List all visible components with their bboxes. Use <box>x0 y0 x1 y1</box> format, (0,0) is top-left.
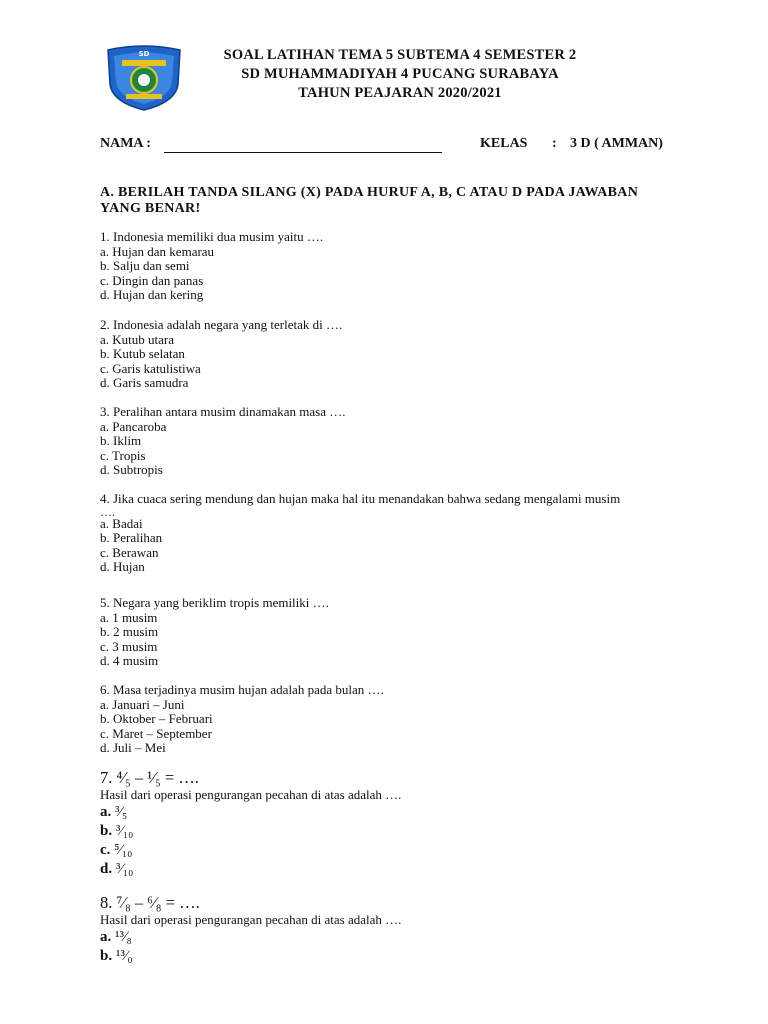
option-b: b. Iklim <box>100 433 142 449</box>
option-a: a. Pancaroba <box>100 418 167 434</box>
option-b: b. Oktober – Februari <box>100 711 213 727</box>
question-3 <box>100 405 700 478</box>
name-blank-line <box>164 152 442 153</box>
question-stem: 1. Indonesia memiliki dua musim yaitu …. <box>100 229 324 244</box>
option-a <box>100 803 700 822</box>
document-header <box>190 46 610 103</box>
question-2 <box>100 318 700 391</box>
option-d: d. Subtropis <box>100 462 163 478</box>
question-subtext: Hasil dari operasi pengurangan pecahan di atas adalah …. <box>100 912 402 927</box>
option-letter: b. <box>100 948 113 964</box>
option-b: b. Peralihan <box>100 530 163 546</box>
header-line-1: SOAL LATIHAN TEMA 5 SUBTEMA 4 SEMESTER 2 <box>223 47 577 63</box>
option-d: d. Garis samudra <box>100 375 189 391</box>
question-7 <box>100 768 700 879</box>
option-letter: b. <box>100 823 113 839</box>
question-stem: 5. Negara yang beriklim tropis memiliki …. <box>100 595 329 610</box>
option-c: c. Maret – September <box>100 725 212 741</box>
question-6 <box>100 683 700 756</box>
option-value: ³⁄₁₀ <box>115 823 134 839</box>
school-logo <box>104 44 184 112</box>
option-d: d. Hujan dan kering <box>100 287 204 303</box>
header-line-3: TAHUN PEAJARAN 2020/2021 <box>298 85 502 101</box>
option-a: a. Januari – Juni <box>100 696 185 712</box>
question-5 <box>100 596 700 669</box>
section-a-title-line-1: A. BERILAH TANDA SILANG (X) PADA HURUF A, B, C ATAU D PADA JAWABAN <box>100 185 639 200</box>
section-a-title <box>100 185 700 216</box>
question-stem: 7. ⁴⁄₅ – ¹⁄₅ = …. <box>100 768 199 787</box>
option-value: ³⁄₅ <box>115 804 128 820</box>
question-stem: 2. Indonesia adalah negara yang terletak di …. <box>100 317 343 332</box>
option-a: a. 1 musim <box>100 609 158 625</box>
option-a <box>100 928 700 947</box>
option-b: b. Salju dan semi <box>100 258 190 274</box>
question-subtext: Hasil dari operasi pengurangan pecahan di atas adalah …. <box>100 787 402 802</box>
option-c: c. Tropis <box>100 447 146 463</box>
logo-text: SD <box>138 50 150 58</box>
option-value: ³⁄₁₀ <box>115 861 134 877</box>
question-stem: 6. Masa terjadinya musim hujan adalah pada bulan …. <box>100 682 384 697</box>
option-value: ¹³⁄₈ <box>115 929 132 945</box>
option-b: b. 2 musim <box>100 624 159 640</box>
question-stem-continuation: …. <box>100 504 115 519</box>
option-c: c. 3 musim <box>100 638 158 654</box>
question-stem: 4. Jika cuaca sering mendung dan hujan maka hal itu menandakan bahwa sedang mengalami musim <box>100 491 621 506</box>
option-letter: a. <box>100 929 112 945</box>
option-d <box>100 860 700 879</box>
option-c: c. Berawan <box>100 544 159 560</box>
class-value: 3 D ( AMMAN) <box>570 136 663 151</box>
option-d: d. Juli – Mei <box>100 740 166 756</box>
question-8 <box>100 893 700 966</box>
question-stem: 8. ⁷⁄₈ – ⁶⁄₈ = …. <box>100 893 200 912</box>
option-d: d. Hujan <box>100 559 145 575</box>
option-a: a. Hujan dan kemarau <box>100 243 215 259</box>
option-a: a. Badai <box>100 515 143 531</box>
option-letter: a. <box>100 804 112 820</box>
option-c <box>100 841 700 860</box>
question-4 <box>100 492 700 575</box>
class-colon: : <box>552 136 557 151</box>
option-value: ⁵⁄₁₀ <box>114 842 133 858</box>
question-stem: 3. Peralihan antara musim dinamakan masa …. <box>100 404 346 419</box>
option-b: b. Kutub selatan <box>100 346 185 362</box>
option-d: d. 4 musim <box>100 653 159 669</box>
option-value: ¹³⁄₀ <box>115 948 133 964</box>
option-b <box>100 822 700 841</box>
question-1 <box>100 230 700 303</box>
option-letter: c. <box>100 842 111 858</box>
class-label: KELAS <box>480 136 528 151</box>
header-line-2: SD MUHAMMADIYAH 4 PUCANG SURABAYA <box>241 66 559 82</box>
option-c: c. Garis katulistiwa <box>100 360 201 376</box>
option-c: c. Dingin dan panas <box>100 272 204 288</box>
option-a: a. Kutub utara <box>100 331 175 347</box>
section-a-title-line-2: YANG BENAR! <box>100 200 201 216</box>
name-label: NAMA : <box>100 136 151 151</box>
option-letter: d. <box>100 861 113 877</box>
option-b <box>100 947 700 966</box>
